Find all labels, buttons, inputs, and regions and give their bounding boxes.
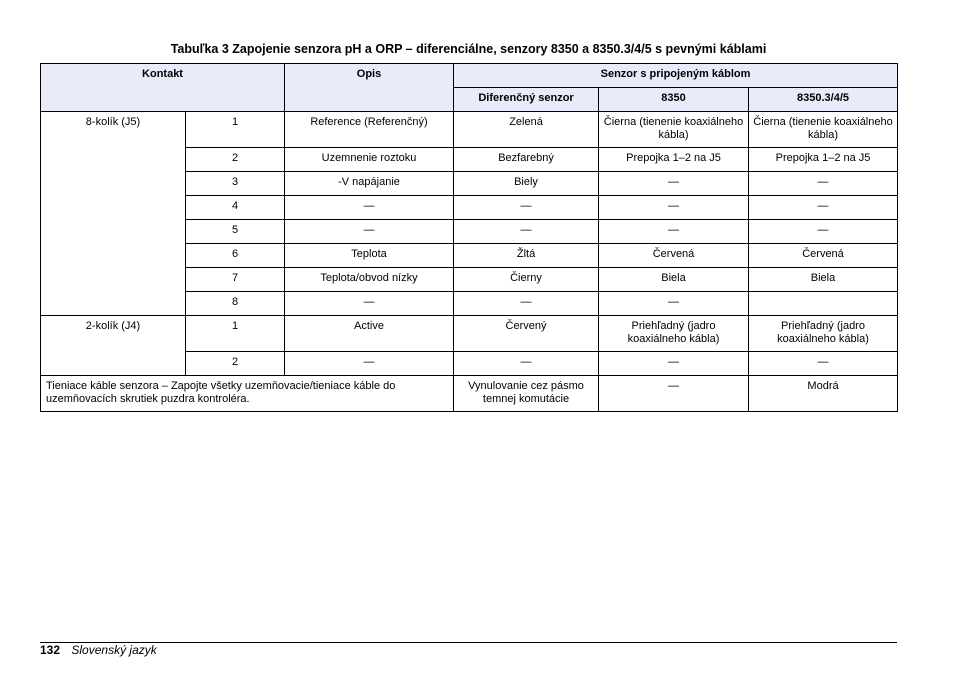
pin-number: 1 xyxy=(186,316,285,352)
diferencny-value: Červený xyxy=(454,316,599,352)
diferencny-value: — xyxy=(454,196,599,220)
footer-language: Slovenský jazyk xyxy=(71,643,157,657)
footer-divider xyxy=(40,642,897,643)
header-senzor-group: Senzor s pripojeným káblom xyxy=(454,64,898,88)
value-8350: Červená xyxy=(599,244,749,268)
pin-description: — xyxy=(285,352,454,376)
value-8350-345: Červená xyxy=(749,244,898,268)
shield-8350: — xyxy=(599,376,749,412)
page-number: 132 xyxy=(40,643,61,657)
value-8350: — xyxy=(599,292,749,316)
pin-description: Teplota xyxy=(285,244,454,268)
table-row xyxy=(41,316,898,352)
pin-description: — xyxy=(285,196,454,220)
pin-number: 1 xyxy=(186,112,285,148)
pin-description: -V napájanie xyxy=(285,172,454,196)
value-8350-345 xyxy=(749,292,898,316)
pin-number: 5 xyxy=(186,220,285,244)
pin-description: Active xyxy=(285,316,454,352)
connector-label: 2-kolík (J4) xyxy=(41,316,186,376)
connector-label: 8-kolík (J5) xyxy=(41,112,186,316)
pin-number: 2 xyxy=(186,148,285,172)
value-8350-345: Biela xyxy=(749,268,898,292)
shield-instruction: Tieniace káble senzora – Zapojte všetky uzemňovacie/tieniace káble do uzemňovacích skrutiek puzdra kontroléra. xyxy=(41,376,454,412)
shield-row xyxy=(41,376,898,412)
header-opis: Opis xyxy=(285,64,454,112)
value-8350-345: — xyxy=(749,196,898,220)
diferencny-value: — xyxy=(454,352,599,376)
pin-number: 6 xyxy=(186,244,285,268)
value-8350-345: Prepojka 1–2 na J5 xyxy=(749,148,898,172)
wiring-table xyxy=(40,63,898,412)
pin-number: 3 xyxy=(186,172,285,196)
value-8350: — xyxy=(599,220,749,244)
pin-number: 2 xyxy=(186,352,285,376)
diferencny-value: Biely xyxy=(454,172,599,196)
value-8350-345: — xyxy=(749,172,898,196)
value-8350: — xyxy=(599,352,749,376)
shield-diferencny: Vynulovanie cez pásmo temnej komutácie xyxy=(454,376,599,412)
value-8350: — xyxy=(599,196,749,220)
header-8350-345: 8350.3/4/5 xyxy=(749,88,898,112)
value-8350-345: — xyxy=(749,220,898,244)
value-8350: Prepojka 1–2 na J5 xyxy=(599,148,749,172)
table-caption: Tabuľka 3 Zapojenie senzora pH a ORP – diferenciálne, senzory 8350 a 8350.3/4/5 s pevnými káblami xyxy=(170,42,767,56)
pin-description: — xyxy=(285,292,454,316)
diferencny-value: Zelená xyxy=(454,112,599,148)
pin-description: Reference (Referenčný) xyxy=(285,112,454,148)
value-8350: — xyxy=(599,172,749,196)
diferencny-value: Čierny xyxy=(454,268,599,292)
value-8350-345: Čierna (tienenie koaxiálneho kábla) xyxy=(749,112,898,148)
diferencny-value: Žltá xyxy=(454,244,599,268)
value-8350-345: Priehľadný (jadro koaxiálneho kábla) xyxy=(749,316,898,352)
pin-description: Uzemnenie roztoku xyxy=(285,148,454,172)
pin-number: 4 xyxy=(186,196,285,220)
header-diferencny: Diferenčný senzor xyxy=(454,88,599,112)
diferencny-value: Bezfarebný xyxy=(454,148,599,172)
shield-8350-345: Modrá xyxy=(749,376,898,412)
pin-description: Teplota/obvod nízky xyxy=(285,268,454,292)
value-8350-345: — xyxy=(749,352,898,376)
header-kontakt: Kontakt xyxy=(41,64,285,112)
pin-number: 7 xyxy=(186,268,285,292)
diferencny-value: — xyxy=(454,220,599,244)
header-8350: 8350 xyxy=(599,88,749,112)
page-footer xyxy=(40,643,157,657)
value-8350: Biela xyxy=(599,268,749,292)
pin-description: — xyxy=(285,220,454,244)
diferencny-value: — xyxy=(454,292,599,316)
table-row xyxy=(41,112,898,148)
pin-number: 8 xyxy=(186,292,285,316)
value-8350: Čierna (tienenie koaxiálneho kábla) xyxy=(599,112,749,148)
value-8350: Priehľadný (jadro koaxiálneho kábla) xyxy=(599,316,749,352)
